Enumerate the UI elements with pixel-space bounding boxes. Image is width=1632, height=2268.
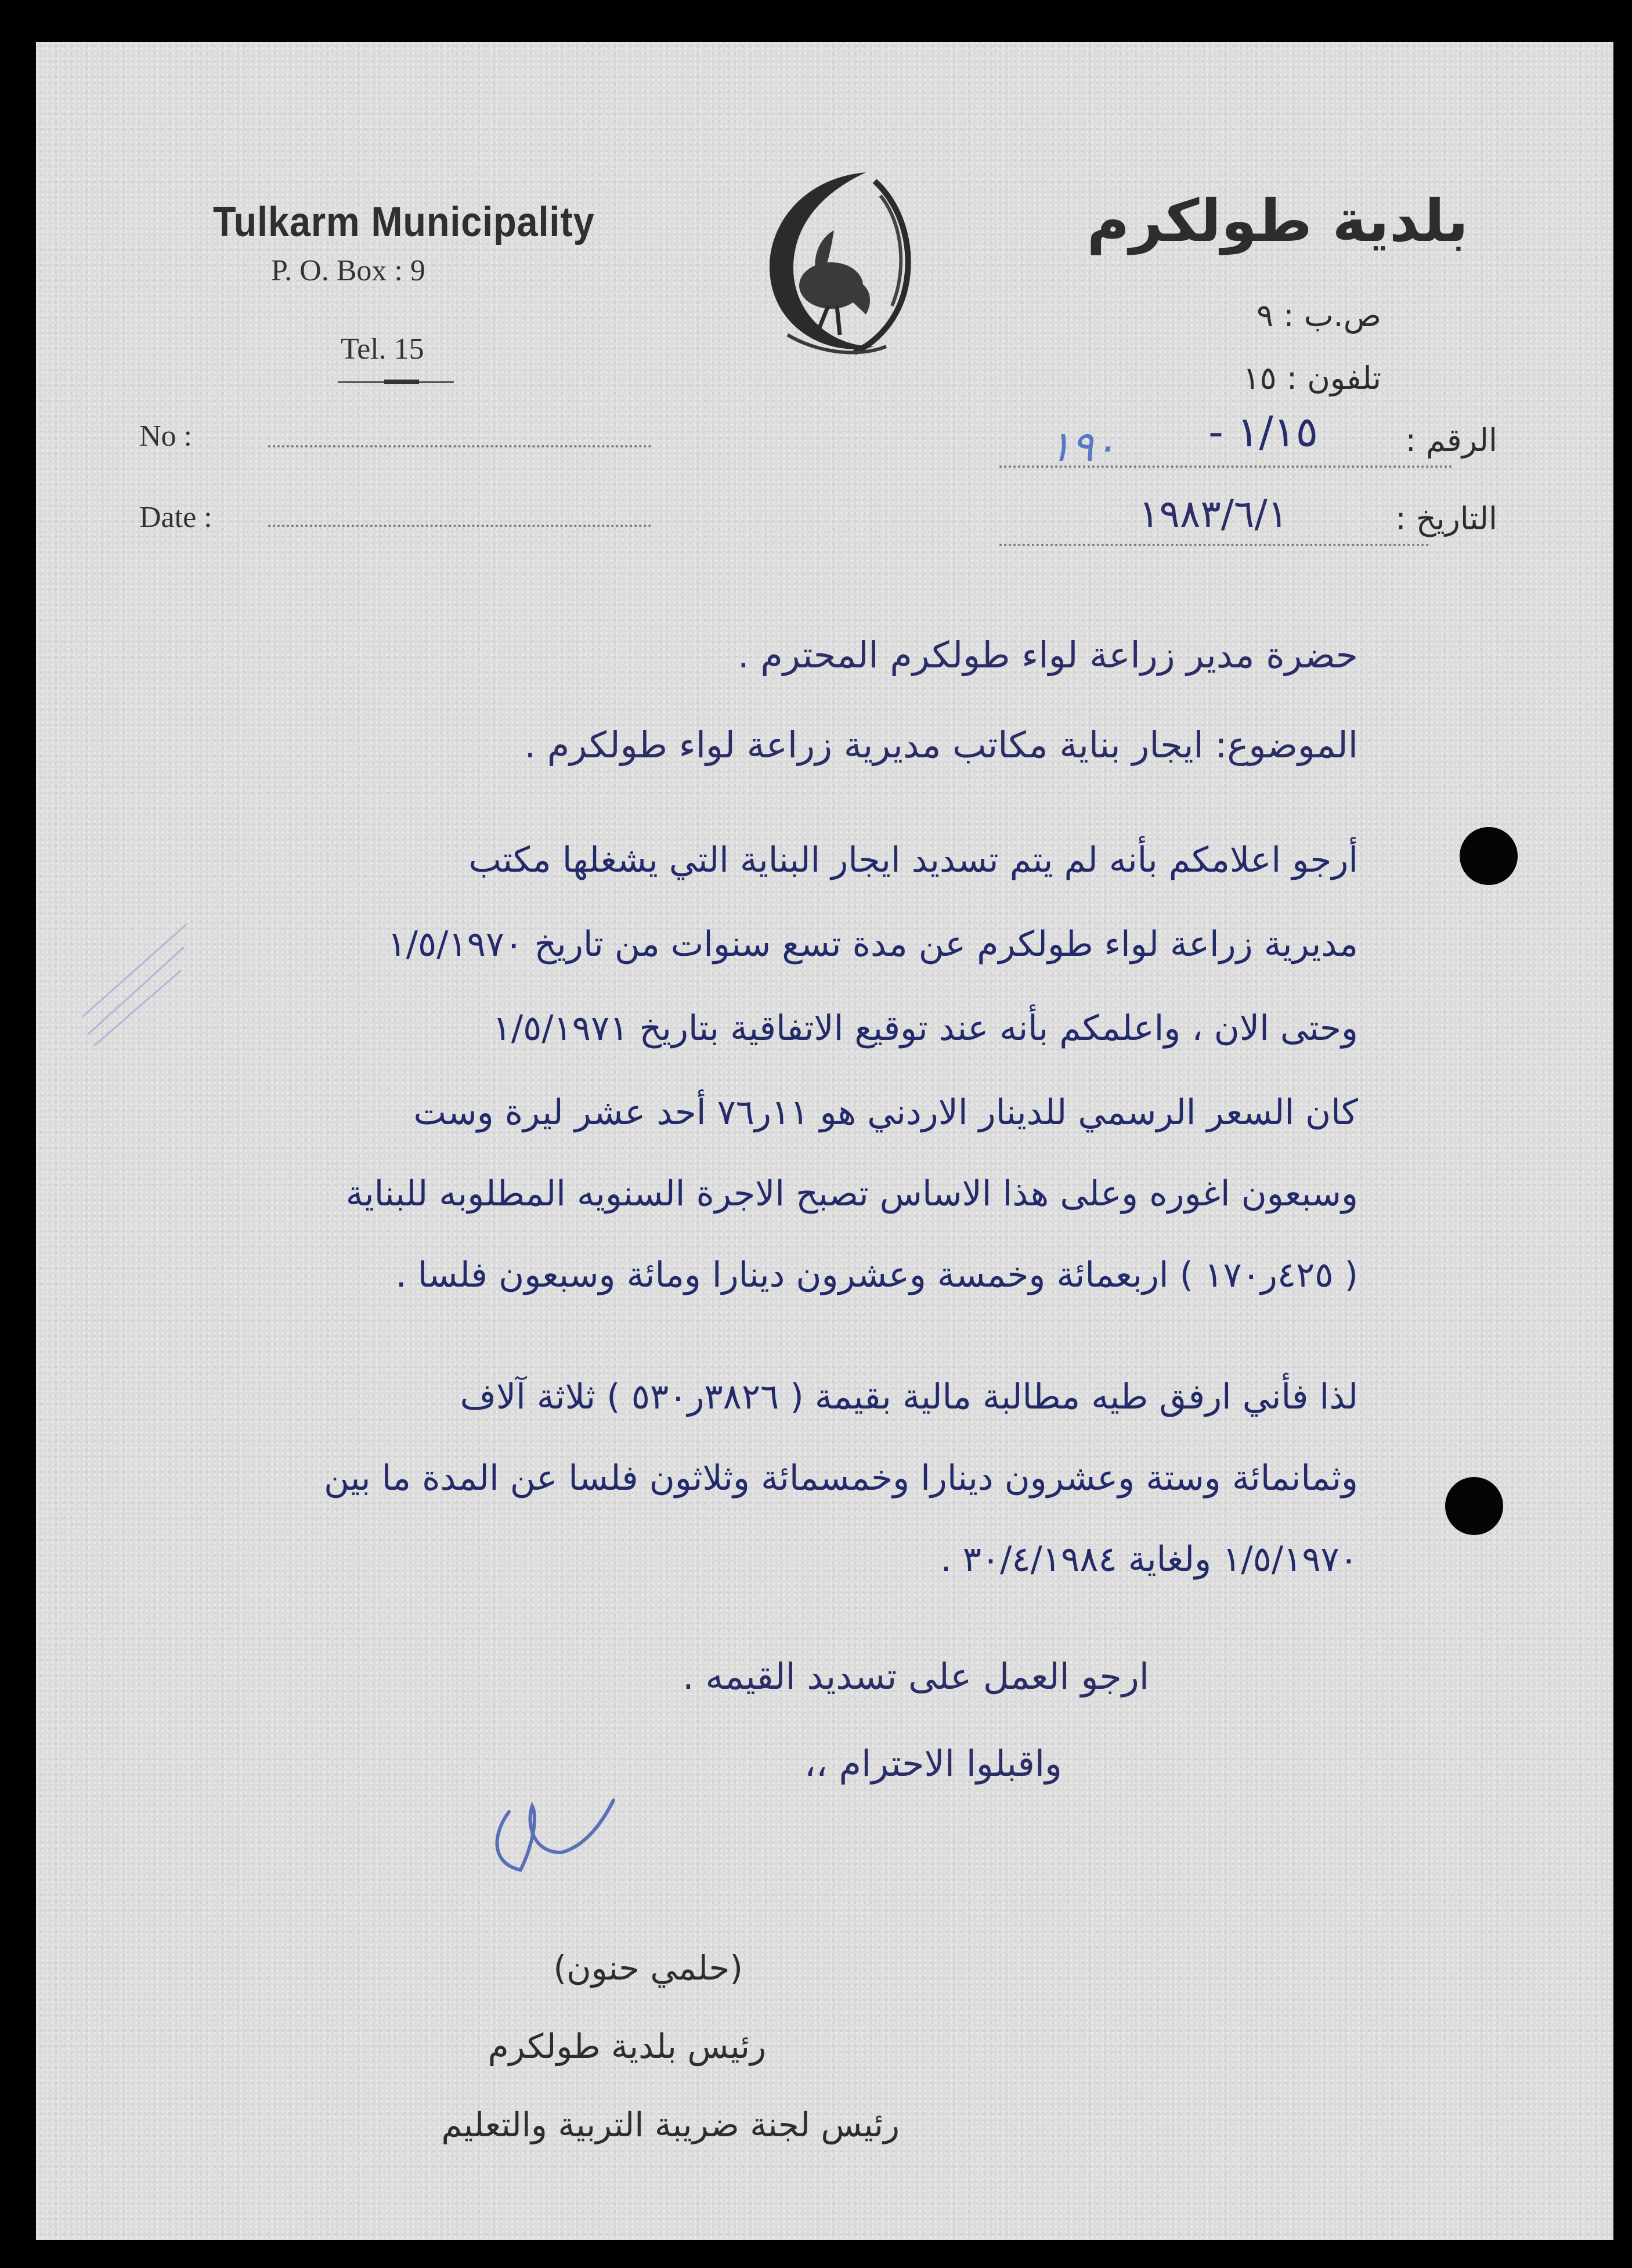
paragraph1-line: وسبعون اغوره وعلى هذا الاساس تصبح الاجرة السنويه المطلوبه للبناية [345, 1173, 1358, 1214]
paragraph2-line: وثمانمائة وستة وعشرون دينارا وخمسمائة وثلاثون فلسا عن المدة ما بين [324, 1458, 1358, 1498]
no-field-dots [268, 445, 651, 447]
punch-hole-lower [1445, 1477, 1503, 1535]
tel-en: Tel. 15 [341, 333, 424, 366]
municipality-name-ar: بلدية طولكرم [1086, 187, 1468, 255]
reference-number-typed: ١/١٥ - [1208, 407, 1319, 456]
closing-line: واقبلوا الاحترام ،، [804, 1742, 1062, 1785]
paragraph1-line: كان السعر الرسمي للدينار الاردني هو ١١ر٧٦ أحد عشر ليرة وست [413, 1092, 1358, 1133]
paragraph1-line: وحتى الان ، واعلمكم بأنه عند توقيع الاتفاقية بتاريخ ١/٥/١٩٧١ [492, 1008, 1358, 1049]
municipality-name-en: Tulkarm Municipality [213, 199, 595, 245]
crescent-bird-emblem-icon [730, 161, 921, 370]
paragraph1-line: مديرية زراعة لواء طولكرم عن مدة تسع سنوات من تاريخ ١/٥/١٩٧٠ [387, 924, 1358, 965]
paragraph1-line: ( ٤٢٥ر١٧٠ ) اربعمائة وخمسة وعشرون دينارا ومائة وسبعون فلسا . [395, 1255, 1358, 1295]
signatory-name: (حلمي حنون) [553, 1948, 743, 1988]
no-label-ar: الرقم : [1405, 422, 1497, 458]
tel-ar: تلفون : ١٥ [1243, 360, 1381, 396]
punch-hole-upper [1460, 827, 1518, 885]
signatory-title-committee: رئيس لجنة ضريبة التربية والتعليم [441, 2105, 900, 2144]
date-label-ar: التاريخ : [1395, 500, 1497, 537]
addressee: حضرة مدير زراعة لواء طولكرم المحترم . [738, 634, 1358, 676]
letter-paper [36, 42, 1613, 2240]
paragraph1-line: أرجو اعلامكم بأنه لم يتم تسديد ايجار البناية التي يشغلها مكتب [468, 840, 1358, 880]
no-label-en: No : [139, 420, 192, 453]
margin-scribble [77, 889, 193, 1063]
paragraph2-line: ١/٥/١٩٧٠ ولغاية ٣٠/٤/١٩٨٤ . [940, 1539, 1358, 1580]
signature-mark [468, 1783, 619, 1887]
subject: الموضوع: ايجار بناية مكاتب مديرية زراعة لواء طولكرم . [524, 724, 1358, 766]
letter-date: ١٩٨٣/٦/١ [1139, 492, 1288, 536]
date-label-en: Date : [139, 501, 212, 534]
po-box-ar: ص.ب : ٩ [1257, 297, 1381, 334]
signatory-title-mayor: رئيس بلدية طولكرم [488, 2027, 766, 2066]
ar-date-field-dots [999, 544, 1429, 546]
request-line: ارجو العمل على تسديد القيمه . [683, 1655, 1149, 1698]
paragraph2-line: لذا فأني ارفق طيه مطالبة مالية بقيمة ( ٣٨٢٦ر٥٣٠ ) ثلاثة آلاف [460, 1377, 1358, 1417]
tel-underline-mark [384, 380, 419, 384]
po-box-en: P. O. Box : 9 [271, 254, 425, 287]
date-field-dots [268, 525, 651, 527]
reference-number-handwritten: ١٩٠ [1049, 422, 1117, 471]
